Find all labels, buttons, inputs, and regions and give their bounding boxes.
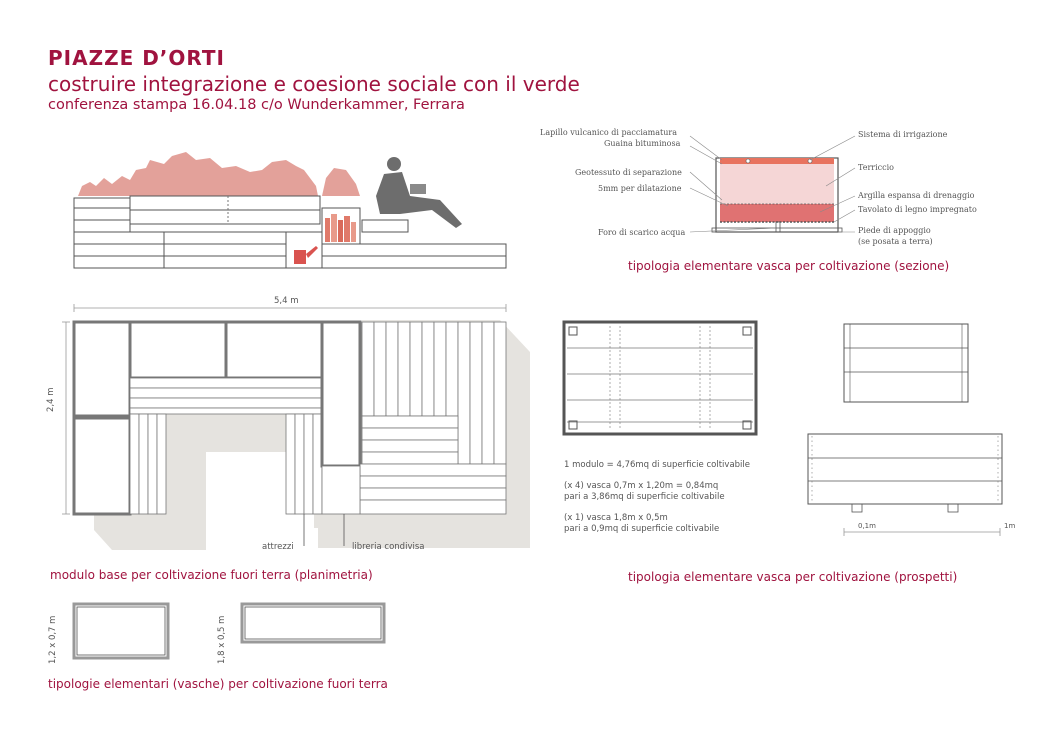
basin-top-view: [564, 322, 756, 434]
plan-width-label: 5,4 m: [274, 296, 299, 306]
scale-end-label: 1m: [1004, 522, 1016, 530]
label-geotextile: Geotessuto di separazione: [575, 168, 682, 177]
elevations-caption: tipologia elementare vasca per coltivazione (prospetti): [628, 570, 958, 584]
type1-dimension-label: 1,2 x 0,7 m: [48, 615, 58, 664]
basin-types: [74, 604, 384, 658]
label-support-foot: Piede di appoggio: [858, 226, 931, 235]
scale-start-label: 0,1m: [858, 522, 876, 530]
type2-dimension-label: 1,8 x 0,5 m: [217, 615, 227, 664]
page-title: PIAZZE D’ORTI: [48, 46, 225, 70]
label-drainage-clay: Argilla espansa di drenaggio: [858, 191, 975, 200]
section-caption: tipologia elementare vasca per coltivazione (sezione): [628, 259, 950, 273]
perspective-elevation: [74, 152, 506, 268]
basin-front-elevation: [808, 434, 1002, 536]
plan-caption: modulo base per coltivazione fuori terra (planimetria): [50, 568, 373, 582]
label-bitumen: Guaina bituminosa: [604, 139, 681, 148]
label-wood-boards: Tavolato di legno impregnato: [858, 205, 977, 214]
note-basin-x4-area: pari a 3,86mq di superficie coltivabile: [564, 492, 725, 502]
label-drain-hole: Foro di scarico acqua: [598, 228, 686, 237]
conference-line: conferenza stampa 16.04.18 c/o Wunderkammer, Ferrara: [48, 97, 465, 113]
floor-plan: [62, 304, 530, 550]
label-dilatation: 5mm per dilatazione: [598, 184, 682, 193]
plants-silhouette: [78, 152, 318, 196]
plan-tools-label: attrezzi: [262, 542, 294, 552]
types-caption: tipologie elementari (vasche) per coltivazione fuori terra: [48, 677, 388, 691]
label-mulch: Lapillo vulcanico di pacciamatura: [540, 128, 677, 137]
plan-height-label: 2,4 m: [46, 387, 56, 412]
note-module: 1 modulo = 4,76mq di superficie coltivabile: [564, 460, 750, 470]
plan-library-label: libreria condivisa: [352, 542, 425, 552]
page-subtitle: costruire integrazione e coesione sociale con il verde: [48, 72, 580, 96]
label-soil: Terriccio: [858, 163, 894, 172]
note-basin-x1-area: pari a 0,9mq di superficie coltivabile: [564, 524, 720, 534]
watering-can-icon: [294, 246, 318, 264]
seated-person-icon: [376, 157, 462, 228]
label-irrigation: Sistema di irrigazione: [858, 130, 948, 139]
basin-side-elevation: [844, 324, 968, 402]
note-basin-x1: (x 1) vasca 1,8m x 0,5m: [564, 513, 668, 523]
note-basin-x4: (x 4) vasca 0,7m x 1,20m = 0,84mq: [564, 481, 719, 491]
section-drawing: [690, 136, 855, 232]
label-support-note: (se posata a terra): [858, 237, 933, 246]
